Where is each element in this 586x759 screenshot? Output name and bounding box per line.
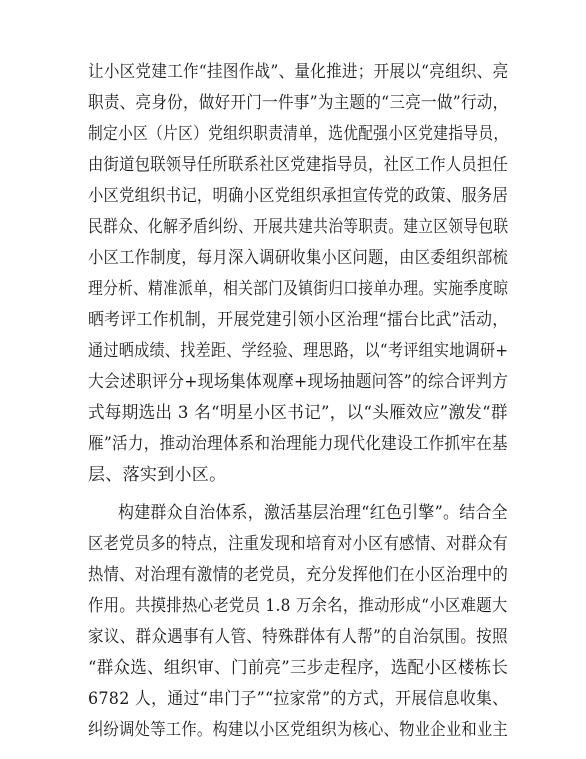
text-line: 层、落实到小区。 <box>88 465 227 485</box>
text-line: 大会述职评分+现场集体观摩+现场抽题问答”的综合评判方 <box>88 372 509 392</box>
text-line: 6782 人，通过“串门子”“拉家常”的方式，开展信息收集、 <box>88 689 509 709</box>
text-line: 民群众、化解矛盾纠纷、开展共建共治等职责。建立区领导包联 <box>88 217 509 237</box>
text-line: 理分析、精准派单，相关部门及镇街归口接单办理。实施季度晾 <box>88 279 509 299</box>
text-line: 热情、对治理有激情的老党员，充分发挥他们在小区治理中的 <box>88 565 509 585</box>
text-line: 小区党组织书记，明确小区党组织承担宣传党的政策、服务居 <box>88 186 509 206</box>
text-line: “群众选、组织审、门前亮”三步走程序，选配小区楼栋长 <box>88 658 509 678</box>
text-line: 区老党员多的特点，注重发现和培育对小区有感情、对群众有 <box>88 534 509 554</box>
text-line: 小区工作制度，每月深入调研收集小区问题，由区委组织部梳 <box>88 248 509 268</box>
text-line: 雁”活力，推动治理体系和治理能力现代化建设工作抓牢在基 <box>88 434 508 454</box>
text-line: 作用。共摸排热心老党员 1.8 万余名，推动形成“小区难题大 <box>88 596 508 616</box>
text-line: 制定小区（片区）党组织职责清单，选优配强小区党建指导员， <box>88 124 509 144</box>
text-line: 通过晒成绩、找差距、学经验、理思路，以“考评组实地调研+ <box>88 341 509 361</box>
text-line: 职责、亮身份，做好开门一件事”为主题的“三亮一做”行动， <box>88 93 509 113</box>
text-line: 式每期选出 3 名“明星小区书记”，以“头雁效应”激发“群 <box>88 403 508 423</box>
text-line: 纠纷调处等工作。构建以小区党组织为核心、物业企业和业主 <box>88 720 509 740</box>
text-line: 晒考评工作机制，开展党建引领小区治理“擂台比武”活动， <box>88 310 509 330</box>
text-line: 由街道包联领导任所联系社区党建指导员，社区工作人员担任 <box>88 155 509 175</box>
text-line: 让小区党建工作“挂图作战”、量化推进；开展以“亮组织、亮 <box>88 62 509 82</box>
paragraph-start-line: 构建群众自治体系，激活基层治理“红色引擎”。结合全 <box>118 503 508 523</box>
text-line: 家议、群众遇事有人管、特殊群体有人帮”的自治氛围。按照 <box>88 627 508 647</box>
